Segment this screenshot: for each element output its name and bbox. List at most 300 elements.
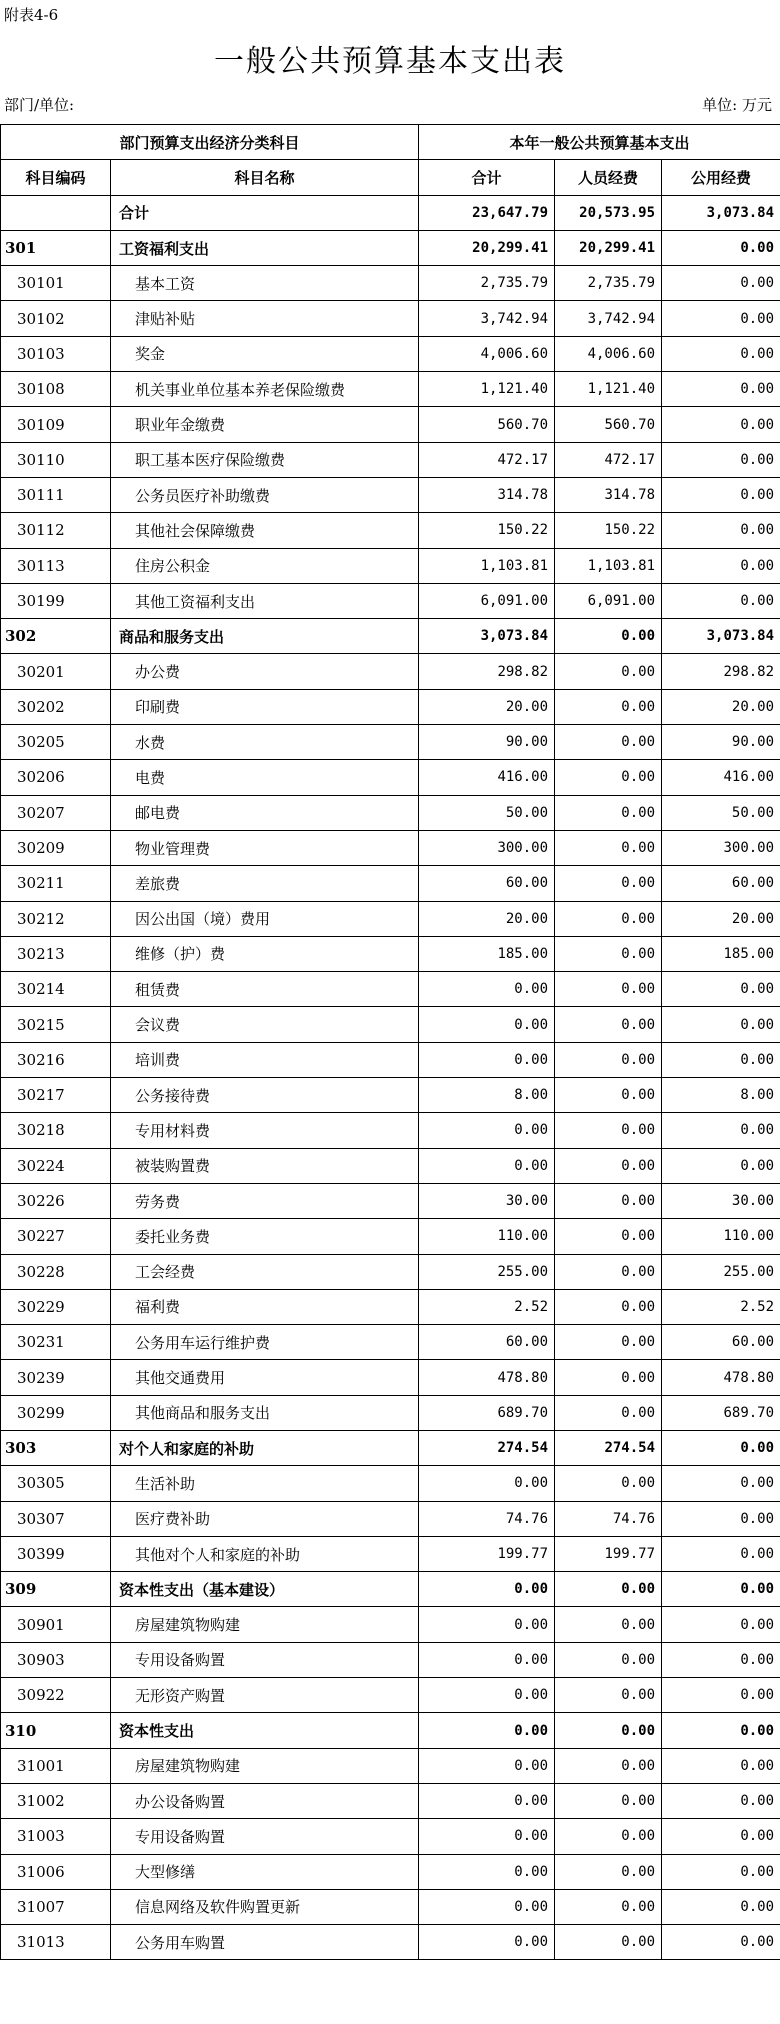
cell-code: 30110 bbox=[1, 442, 111, 477]
table-row bbox=[1, 972, 780, 1007]
cell-total: 0.00 bbox=[419, 1678, 555, 1713]
cell-total: 30.00 bbox=[419, 1183, 555, 1218]
cell-name: 资本性支出 bbox=[111, 1713, 419, 1748]
table-row bbox=[1, 1148, 780, 1183]
table-row bbox=[1, 1078, 780, 1113]
cell-public: 0.00 bbox=[662, 1642, 780, 1677]
table-row bbox=[1, 301, 780, 336]
cell-total: 0.00 bbox=[419, 1713, 555, 1748]
cell-total: 2,735.79 bbox=[419, 266, 555, 301]
table-row bbox=[1, 548, 780, 583]
cell-name: 福利费 bbox=[111, 1289, 419, 1324]
header-public: 公用经费 bbox=[662, 160, 780, 195]
cell-total: 60.00 bbox=[419, 1325, 555, 1360]
cell-total: 20.00 bbox=[419, 901, 555, 936]
cell-name: 医疗费补助 bbox=[111, 1501, 419, 1536]
header-name: 科目名称 bbox=[111, 160, 419, 195]
cell-personnel: 274.54 bbox=[555, 1430, 662, 1465]
cell-public: 0.00 bbox=[662, 230, 780, 265]
cell-code: 30399 bbox=[1, 1536, 111, 1571]
cell-code: 302 bbox=[1, 619, 111, 654]
cell-code: 31013 bbox=[1, 1925, 111, 1960]
cell-total: 1,121.40 bbox=[419, 372, 555, 407]
cell-code: 30231 bbox=[1, 1325, 111, 1360]
cell-public: 0.00 bbox=[662, 1748, 780, 1783]
cell-personnel: 0.00 bbox=[555, 1466, 662, 1501]
cell-personnel: 0.00 bbox=[555, 1572, 662, 1607]
cell-personnel: 0.00 bbox=[555, 901, 662, 936]
cell-total: 3,073.84 bbox=[419, 619, 555, 654]
cell-personnel: 0.00 bbox=[555, 866, 662, 901]
cell-name: 公务接待费 bbox=[111, 1078, 419, 1113]
cell-public: 689.70 bbox=[662, 1395, 780, 1430]
cell-personnel: 150.22 bbox=[555, 513, 662, 548]
cell-code: 309 bbox=[1, 1572, 111, 1607]
cell-personnel: 0.00 bbox=[555, 1925, 662, 1960]
cell-total: 472.17 bbox=[419, 442, 555, 477]
cell-personnel: 472.17 bbox=[555, 442, 662, 477]
cell-code: 30901 bbox=[1, 1607, 111, 1642]
table-row bbox=[1, 477, 780, 512]
table-row bbox=[1, 1466, 780, 1501]
table-row bbox=[1, 1572, 780, 1607]
cell-personnel: 0.00 bbox=[555, 830, 662, 865]
cell-personnel: 0.00 bbox=[555, 725, 662, 760]
cell-total: 0.00 bbox=[419, 1572, 555, 1607]
cell-name: 奖金 bbox=[111, 336, 419, 371]
cell-public: 298.82 bbox=[662, 654, 780, 689]
cell-name: 被装购置费 bbox=[111, 1148, 419, 1183]
cell-public: 0.00 bbox=[662, 336, 780, 371]
cell-total: 8.00 bbox=[419, 1078, 555, 1113]
cell-name: 生活补助 bbox=[111, 1466, 419, 1501]
table-row bbox=[1, 1360, 780, 1395]
cell-total: 50.00 bbox=[419, 795, 555, 830]
cell-public: 60.00 bbox=[662, 1325, 780, 1360]
cell-total: 90.00 bbox=[419, 725, 555, 760]
table-row bbox=[1, 1395, 780, 1430]
cell-total: 0.00 bbox=[419, 1042, 555, 1077]
cell-total: 0.00 bbox=[419, 1113, 555, 1148]
cell-personnel: 0.00 bbox=[555, 1889, 662, 1924]
cell-total: 0.00 bbox=[419, 1007, 555, 1042]
cell-total: 185.00 bbox=[419, 936, 555, 971]
cell-total: 1,103.81 bbox=[419, 548, 555, 583]
cell-public: 0.00 bbox=[662, 1854, 780, 1889]
cell-code: 30213 bbox=[1, 936, 111, 971]
table-row bbox=[1, 654, 780, 689]
cell-public: 3,073.84 bbox=[662, 195, 780, 230]
cell-personnel: 2,735.79 bbox=[555, 266, 662, 301]
cell-code: 30199 bbox=[1, 583, 111, 618]
cell-code: 30215 bbox=[1, 1007, 111, 1042]
cell-name: 其他交通费用 bbox=[111, 1360, 419, 1395]
cell-personnel: 0.00 bbox=[555, 1783, 662, 1818]
cell-public: 60.00 bbox=[662, 866, 780, 901]
cell-total: 6,091.00 bbox=[419, 583, 555, 618]
cell-personnel: 20,573.95 bbox=[555, 195, 662, 230]
cell-personnel: 0.00 bbox=[555, 654, 662, 689]
cell-code: 30229 bbox=[1, 1289, 111, 1324]
table-row bbox=[1, 1289, 780, 1324]
cell-name: 公务用车购置 bbox=[111, 1925, 419, 1960]
cell-total: 274.54 bbox=[419, 1430, 555, 1465]
cell-name: 公务员医疗补助缴费 bbox=[111, 477, 419, 512]
cell-total: 4,006.60 bbox=[419, 336, 555, 371]
table-row bbox=[1, 1713, 780, 1748]
table-row bbox=[1, 830, 780, 865]
cell-public: 0.00 bbox=[662, 372, 780, 407]
cell-personnel: 1,121.40 bbox=[555, 372, 662, 407]
cell-personnel: 0.00 bbox=[555, 1078, 662, 1113]
cell-total: 300.00 bbox=[419, 830, 555, 865]
table-row bbox=[1, 1642, 780, 1677]
cell-name: 合计 bbox=[111, 195, 419, 230]
cell-total: 689.70 bbox=[419, 1395, 555, 1430]
cell-name: 其他工资福利支出 bbox=[111, 583, 419, 618]
cell-name: 机关事业单位基本养老保险缴费 bbox=[111, 372, 419, 407]
cell-personnel: 0.00 bbox=[555, 1007, 662, 1042]
cell-code: 30217 bbox=[1, 1078, 111, 1113]
cell-personnel: 0.00 bbox=[555, 760, 662, 795]
cell-personnel: 0.00 bbox=[555, 1360, 662, 1395]
table-row bbox=[1, 372, 780, 407]
cell-total: 0.00 bbox=[419, 972, 555, 1007]
cell-name: 房屋建筑物购建 bbox=[111, 1607, 419, 1642]
cell-total: 3,742.94 bbox=[419, 301, 555, 336]
cell-personnel: 0.00 bbox=[555, 1042, 662, 1077]
cell-name: 培训费 bbox=[111, 1042, 419, 1077]
cell-public: 8.00 bbox=[662, 1078, 780, 1113]
cell-personnel: 560.70 bbox=[555, 407, 662, 442]
cell-name: 其他商品和服务支出 bbox=[111, 1395, 419, 1430]
table-row bbox=[1, 1007, 780, 1042]
cell-total: 255.00 bbox=[419, 1254, 555, 1289]
cell-name: 专用材料费 bbox=[111, 1113, 419, 1148]
header-total: 合计 bbox=[419, 160, 555, 195]
cell-public: 110.00 bbox=[662, 1219, 780, 1254]
cell-code: 30299 bbox=[1, 1395, 111, 1430]
cell-code: 30109 bbox=[1, 407, 111, 442]
table-row bbox=[1, 1607, 780, 1642]
cell-public: 0.00 bbox=[662, 407, 780, 442]
cell-personnel: 0.00 bbox=[555, 1289, 662, 1324]
table-row bbox=[1, 866, 780, 901]
cell-name: 会议费 bbox=[111, 1007, 419, 1042]
cell-code: 31003 bbox=[1, 1819, 111, 1854]
cell-name: 房屋建筑物购建 bbox=[111, 1748, 419, 1783]
cell-public: 0.00 bbox=[662, 477, 780, 512]
cell-code: 30112 bbox=[1, 513, 111, 548]
header-group-classification: 部门预算支出经济分类科目 bbox=[1, 125, 419, 160]
cell-public: 0.00 bbox=[662, 1501, 780, 1536]
cell-name: 职业年金缴费 bbox=[111, 407, 419, 442]
table-row bbox=[1, 266, 780, 301]
cell-public: 0.00 bbox=[662, 513, 780, 548]
cell-name: 职工基本医疗保险缴费 bbox=[111, 442, 419, 477]
cell-total: 560.70 bbox=[419, 407, 555, 442]
cell-code: 30111 bbox=[1, 477, 111, 512]
cell-personnel: 0.00 bbox=[555, 1713, 662, 1748]
dept-label: 部门/单位: bbox=[4, 96, 75, 114]
cell-personnel: 0.00 bbox=[555, 1748, 662, 1783]
cell-name: 电费 bbox=[111, 760, 419, 795]
cell-public: 2.52 bbox=[662, 1289, 780, 1324]
table-row bbox=[1, 1678, 780, 1713]
cell-personnel: 0.00 bbox=[555, 1607, 662, 1642]
cell-public: 185.00 bbox=[662, 936, 780, 971]
cell-total: 0.00 bbox=[419, 1925, 555, 1960]
cell-code: 30224 bbox=[1, 1148, 111, 1183]
cell-public: 0.00 bbox=[662, 1889, 780, 1924]
table-row bbox=[1, 195, 780, 230]
cell-public: 0.00 bbox=[662, 266, 780, 301]
unit-label: 单位: 万元 bbox=[702, 96, 772, 114]
cell-personnel: 4,006.60 bbox=[555, 336, 662, 371]
cell-public: 90.00 bbox=[662, 725, 780, 760]
cell-public: 0.00 bbox=[662, 1783, 780, 1818]
cell-public: 20.00 bbox=[662, 689, 780, 724]
budget-table bbox=[0, 124, 780, 1960]
cell-code: 31002 bbox=[1, 1783, 111, 1818]
cell-total: 298.82 bbox=[419, 654, 555, 689]
cell-code: 30207 bbox=[1, 795, 111, 830]
cell-public: 478.80 bbox=[662, 1360, 780, 1395]
cell-code: 30922 bbox=[1, 1678, 111, 1713]
table-row bbox=[1, 1783, 780, 1818]
cell-total: 478.80 bbox=[419, 1360, 555, 1395]
cell-public: 255.00 bbox=[662, 1254, 780, 1289]
cell-name: 因公出国（境）费用 bbox=[111, 901, 419, 936]
cell-personnel: 0.00 bbox=[555, 1325, 662, 1360]
cell-code: 30226 bbox=[1, 1183, 111, 1218]
cell-public: 50.00 bbox=[662, 795, 780, 830]
cell-personnel: 6,091.00 bbox=[555, 583, 662, 618]
cell-total: 60.00 bbox=[419, 866, 555, 901]
cell-public: 20.00 bbox=[662, 901, 780, 936]
cell-name: 其他社会保障缴费 bbox=[111, 513, 419, 548]
cell-code: 30103 bbox=[1, 336, 111, 371]
cell-personnel: 0.00 bbox=[555, 1854, 662, 1889]
table-row bbox=[1, 1219, 780, 1254]
cell-personnel: 20,299.41 bbox=[555, 230, 662, 265]
cell-name: 公务用车运行维护费 bbox=[111, 1325, 419, 1360]
table-row bbox=[1, 407, 780, 442]
cell-name: 办公费 bbox=[111, 654, 419, 689]
cell-personnel: 199.77 bbox=[555, 1536, 662, 1571]
table-row bbox=[1, 336, 780, 371]
cell-public: 0.00 bbox=[662, 1466, 780, 1501]
cell-total: 0.00 bbox=[419, 1466, 555, 1501]
cell-code: 30305 bbox=[1, 1466, 111, 1501]
table-body bbox=[1, 195, 780, 1960]
cell-public: 0.00 bbox=[662, 1819, 780, 1854]
cell-public: 0.00 bbox=[662, 301, 780, 336]
cell-code: 310 bbox=[1, 1713, 111, 1748]
cell-name: 专用设备购置 bbox=[111, 1819, 419, 1854]
cell-personnel: 0.00 bbox=[555, 1113, 662, 1148]
cell-personnel: 0.00 bbox=[555, 972, 662, 1007]
cell-code: 30211 bbox=[1, 866, 111, 901]
cell-public: 0.00 bbox=[662, 1430, 780, 1465]
cell-code: 30903 bbox=[1, 1642, 111, 1677]
cell-personnel: 0.00 bbox=[555, 1642, 662, 1677]
cell-personnel: 0.00 bbox=[555, 1678, 662, 1713]
cell-name: 维修（护）费 bbox=[111, 936, 419, 971]
cell-name: 委托业务费 bbox=[111, 1219, 419, 1254]
table-row bbox=[1, 1536, 780, 1571]
cell-name: 基本工资 bbox=[111, 266, 419, 301]
cell-personnel: 74.76 bbox=[555, 1501, 662, 1536]
cell-public: 0.00 bbox=[662, 1042, 780, 1077]
cell-total: 0.00 bbox=[419, 1819, 555, 1854]
table-row bbox=[1, 1183, 780, 1218]
cell-name: 邮电费 bbox=[111, 795, 419, 830]
cell-total: 110.00 bbox=[419, 1219, 555, 1254]
cell-total: 199.77 bbox=[419, 1536, 555, 1571]
cell-name: 劳务费 bbox=[111, 1183, 419, 1218]
cell-name: 办公设备购置 bbox=[111, 1783, 419, 1818]
cell-public: 0.00 bbox=[662, 1607, 780, 1642]
cell-public: 0.00 bbox=[662, 548, 780, 583]
cell-name: 资本性支出（基本建设） bbox=[111, 1572, 419, 1607]
table-row bbox=[1, 1113, 780, 1148]
cell-personnel: 0.00 bbox=[555, 1148, 662, 1183]
table-row bbox=[1, 1925, 780, 1960]
cell-total: 0.00 bbox=[419, 1854, 555, 1889]
cell-name: 信息网络及软件购置更新 bbox=[111, 1889, 419, 1924]
cell-total: 0.00 bbox=[419, 1148, 555, 1183]
cell-name: 差旅费 bbox=[111, 866, 419, 901]
cell-name: 对个人和家庭的补助 bbox=[111, 1430, 419, 1465]
cell-code bbox=[1, 195, 111, 230]
cell-code: 301 bbox=[1, 230, 111, 265]
cell-public: 416.00 bbox=[662, 760, 780, 795]
cell-personnel: 0.00 bbox=[555, 1395, 662, 1430]
cell-code: 31007 bbox=[1, 1889, 111, 1924]
cell-code: 30102 bbox=[1, 301, 111, 336]
cell-name: 其他对个人和家庭的补助 bbox=[111, 1536, 419, 1571]
table-row bbox=[1, 230, 780, 265]
table-row bbox=[1, 936, 780, 971]
cell-name: 大型修缮 bbox=[111, 1854, 419, 1889]
table-row bbox=[1, 1854, 780, 1889]
cell-total: 0.00 bbox=[419, 1642, 555, 1677]
cell-personnel: 0.00 bbox=[555, 936, 662, 971]
cell-total: 0.00 bbox=[419, 1607, 555, 1642]
table-row bbox=[1, 619, 780, 654]
header-code: 科目编码 bbox=[1, 160, 111, 195]
cell-total: 314.78 bbox=[419, 477, 555, 512]
cell-public: 0.00 bbox=[662, 972, 780, 1007]
table-row bbox=[1, 1430, 780, 1465]
cell-total: 74.76 bbox=[419, 1501, 555, 1536]
cell-name: 印刷费 bbox=[111, 689, 419, 724]
cell-public: 0.00 bbox=[662, 1925, 780, 1960]
cell-personnel: 0.00 bbox=[555, 1219, 662, 1254]
table-row bbox=[1, 513, 780, 548]
cell-name: 租赁费 bbox=[111, 972, 419, 1007]
cell-public: 0.00 bbox=[662, 1007, 780, 1042]
table-row bbox=[1, 689, 780, 724]
cell-code: 30307 bbox=[1, 1501, 111, 1536]
table-row bbox=[1, 1819, 780, 1854]
cell-personnel: 1,103.81 bbox=[555, 548, 662, 583]
cell-code: 31001 bbox=[1, 1748, 111, 1783]
header-personnel: 人员经费 bbox=[555, 160, 662, 195]
cell-name: 住房公积金 bbox=[111, 548, 419, 583]
cell-public: 0.00 bbox=[662, 1678, 780, 1713]
cell-code: 30201 bbox=[1, 654, 111, 689]
cell-total: 20,299.41 bbox=[419, 230, 555, 265]
cell-personnel: 0.00 bbox=[555, 689, 662, 724]
cell-personnel: 0.00 bbox=[555, 795, 662, 830]
cell-code: 30205 bbox=[1, 725, 111, 760]
cell-code: 31006 bbox=[1, 1854, 111, 1889]
cell-code: 303 bbox=[1, 1430, 111, 1465]
cell-name: 商品和服务支出 bbox=[111, 619, 419, 654]
cell-total: 416.00 bbox=[419, 760, 555, 795]
table-row bbox=[1, 1748, 780, 1783]
cell-public: 0.00 bbox=[662, 583, 780, 618]
cell-public: 0.00 bbox=[662, 1113, 780, 1148]
cell-total: 2.52 bbox=[419, 1289, 555, 1324]
cell-code: 30228 bbox=[1, 1254, 111, 1289]
cell-code: 30113 bbox=[1, 548, 111, 583]
table-row bbox=[1, 1325, 780, 1360]
cell-personnel: 3,742.94 bbox=[555, 301, 662, 336]
cell-name: 物业管理费 bbox=[111, 830, 419, 865]
cell-public: 3,073.84 bbox=[662, 619, 780, 654]
table-row bbox=[1, 795, 780, 830]
cell-public: 0.00 bbox=[662, 1713, 780, 1748]
cell-public: 30.00 bbox=[662, 1183, 780, 1218]
cell-code: 30202 bbox=[1, 689, 111, 724]
cell-name: 工会经费 bbox=[111, 1254, 419, 1289]
cell-code: 30108 bbox=[1, 372, 111, 407]
table-row bbox=[1, 583, 780, 618]
cell-personnel: 0.00 bbox=[555, 1819, 662, 1854]
cell-code: 30206 bbox=[1, 760, 111, 795]
cell-code: 30239 bbox=[1, 1360, 111, 1395]
header-group-budget: 本年一般公共预算基本支出 bbox=[419, 125, 780, 160]
table-row bbox=[1, 1501, 780, 1536]
cell-public: 300.00 bbox=[662, 830, 780, 865]
cell-public: 0.00 bbox=[662, 1572, 780, 1607]
cell-total: 150.22 bbox=[419, 513, 555, 548]
cell-code: 30216 bbox=[1, 1042, 111, 1077]
cell-name: 水费 bbox=[111, 725, 419, 760]
cell-code: 30227 bbox=[1, 1219, 111, 1254]
cell-total: 0.00 bbox=[419, 1748, 555, 1783]
cell-name: 专用设备购置 bbox=[111, 1642, 419, 1677]
cell-code: 30101 bbox=[1, 266, 111, 301]
table-row bbox=[1, 725, 780, 760]
cell-total: 20.00 bbox=[419, 689, 555, 724]
cell-name: 津贴补贴 bbox=[111, 301, 419, 336]
annex-label: 附表4-6 bbox=[4, 6, 59, 24]
table-row bbox=[1, 1254, 780, 1289]
page-title: 一般公共预算基本支出表 bbox=[214, 44, 566, 79]
table-row bbox=[1, 760, 780, 795]
cell-code: 30214 bbox=[1, 972, 111, 1007]
cell-personnel: 314.78 bbox=[555, 477, 662, 512]
table-row bbox=[1, 1042, 780, 1077]
cell-code: 30212 bbox=[1, 901, 111, 936]
cell-code: 30209 bbox=[1, 830, 111, 865]
cell-public: 0.00 bbox=[662, 442, 780, 477]
table-row bbox=[1, 901, 780, 936]
